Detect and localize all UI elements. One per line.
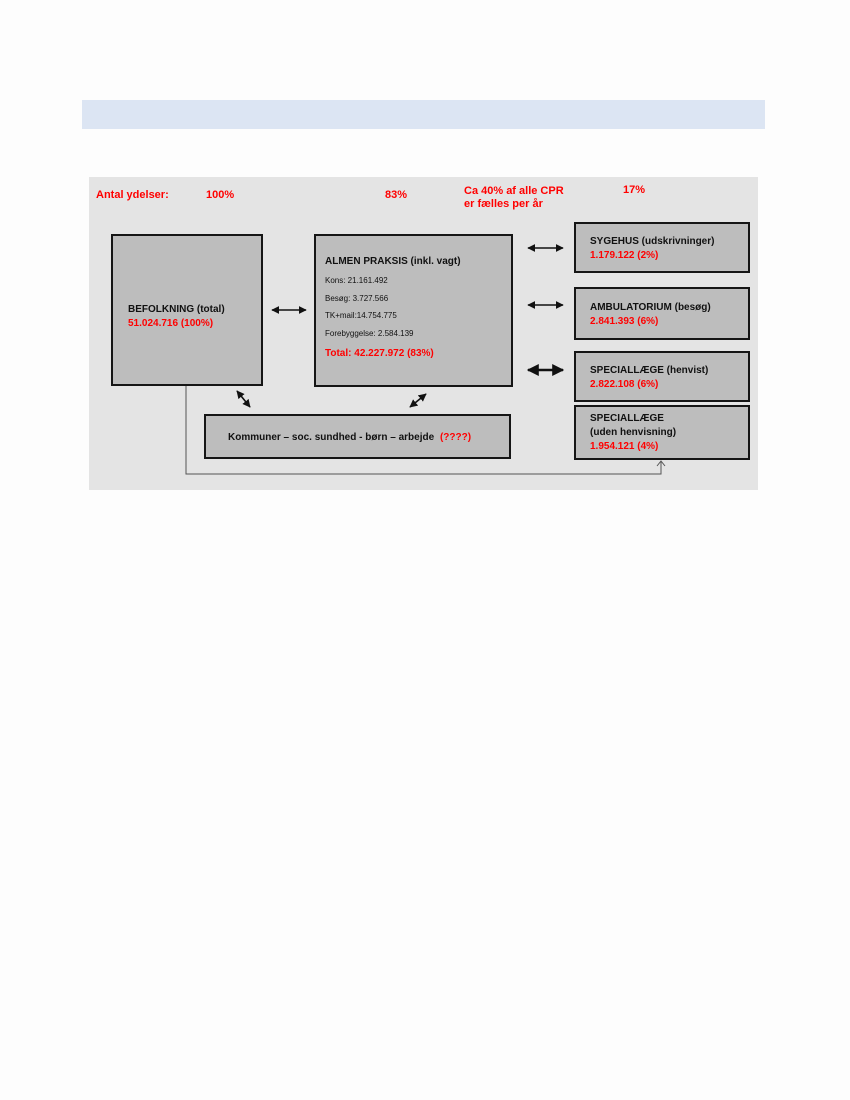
kommuner-text-wrap: [228, 432, 471, 444]
sygehus-value: 1.179.122 (2%): [590, 250, 659, 261]
befolkning-box: [111, 234, 263, 386]
pct-17-label: 17%: [623, 184, 646, 196]
almen-praksis-besog: Besøg: 3.727.566: [325, 294, 389, 303]
befolkning-title: BEFOLKNING (total): [128, 304, 225, 315]
sygehus-title: SYGEHUS (udskrivninger): [590, 236, 715, 247]
almen-praksis-box: [314, 234, 513, 387]
almen-praksis-kons: Kons: 21.161.492: [325, 276, 388, 285]
almen-praksis-total: Total: 42.227.972 (83%): [325, 348, 434, 359]
kommuner-unknown: (????): [439, 432, 472, 443]
ambulatorium-box: [574, 287, 750, 340]
speciallaege-uden-box: [574, 405, 750, 460]
almen-praksis-tk-mail: TK+mail:14.754.775: [325, 311, 397, 320]
speciallaege-henvist-value: 2.822.108 (6%): [590, 379, 659, 390]
befolkning-value: 51.024.716 (100%): [128, 318, 214, 329]
speciallaege-henvist-title: SPECIALLÆGE (henvist): [590, 365, 709, 376]
almen-praksis-title: ALMEN PRAKSIS (inkl. vagt): [325, 256, 461, 267]
ambulatorium-value: 2.841.393 (6%): [590, 316, 659, 327]
cpr-note-label: Ca 40% af alle CPR er fælles per år: [464, 185, 564, 210]
sygehus-box: [574, 222, 750, 273]
kommuner-text: Kommuner – soc. sundhed - børn – arbejde: [228, 432, 435, 443]
pct-100-label: 100%: [206, 189, 235, 201]
speciallaege-henvist-box: [574, 351, 750, 402]
speciallaege-uden-value: 1.954.121 (4%): [590, 441, 659, 452]
speciallaege-uden-subtitle: (uden henvisning): [590, 427, 677, 438]
pct-83-label: 83%: [385, 189, 408, 201]
speciallaege-uden-title: SPECIALLÆGE: [590, 413, 664, 424]
almen-praksis-forebyggelse: Forebyggelse: 2.584.139: [325, 329, 414, 338]
antal-ydelser-label: Antal ydelser:: [96, 189, 169, 201]
header-band: [82, 100, 765, 129]
ambulatorium-title: AMBULATORIUM (besøg): [590, 302, 711, 313]
kommuner-box: [204, 414, 511, 459]
